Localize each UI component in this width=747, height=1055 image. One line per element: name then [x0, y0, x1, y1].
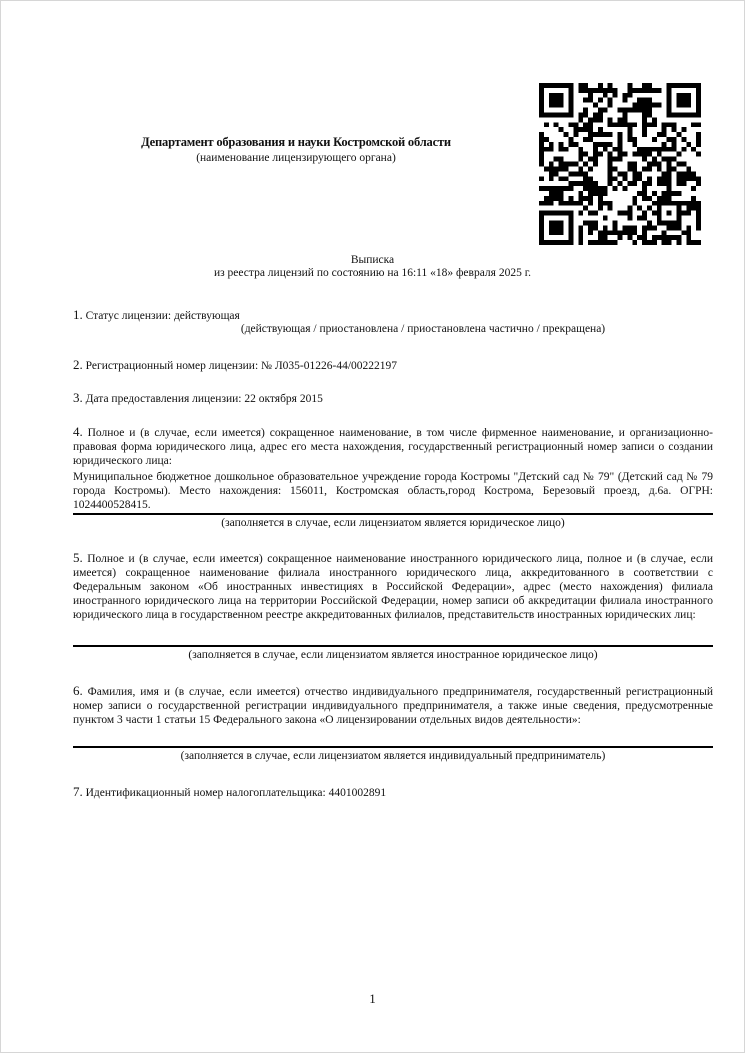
section-5 — [73, 551, 713, 622]
divider — [73, 746, 713, 748]
divider — [73, 645, 713, 647]
section-text: Статус лицензии: действующая — [85, 310, 240, 322]
section-text: Фамилия, имя и (в случае, если имеется) отчество индивидуального предпринимателя, государственный регистрационный номер записи о государственной регистрации индивидуального предпринимателя, а также иные сведения, предусмотренные пунктом 3 части 1 статьи 15 Федерального закона «О лицензировании отдельных видов деятельности»: — [73, 686, 714, 726]
section-number: 4. — [73, 424, 83, 439]
section-6-caption: (заполняется в случае, если лицензиатом является индивидуальный предприниматель) — [180, 750, 606, 762]
section-number: 3. — [73, 390, 83, 405]
section-7 — [73, 785, 713, 800]
divider — [73, 513, 713, 515]
section-text: Дата предоставления лицензии: 22 октября 2015 — [85, 393, 323, 405]
licensing-authority-caption: (наименование лицензирующего органа) — [196, 152, 396, 164]
document-title: Выписка — [350, 254, 395, 266]
section-3 — [73, 391, 713, 406]
section-1 — [73, 308, 713, 323]
section-4-caption: (заполняется в случае, если лицензиатом является юридическое лицо) — [221, 517, 565, 529]
section-2 — [73, 358, 713, 373]
section-text: Полное и (в случае, если имеется) сокращенное наименование иностранного юридического лица, полное и (в случае, если имеется) сокращенное наименование филиала иностранного юридического лица, аккредитованного в соответствии с Федеральным законом «Об иностранных инвестициях в Российской Федерации», адрес (место нахождения) филиала иностранного юридического лица на территории Российской Федерации, номер записи об аккредитации филиала иностранного юридического лица в государственном реестре аккредитованных филиалов, представительств иностранных юридических лиц: — [73, 553, 713, 621]
page-number: 1 — [369, 991, 376, 1006]
section-5-caption: (заполняется в случае, если лицензиатом является иностранное юридическое лицо) — [188, 649, 598, 661]
section-number: 5. — [73, 550, 83, 565]
section-text: Полное и (в случае, если имеется) сокращенное наименование, в том числе фирменное наименование, и организационно-правовая форма юридического лица, адрес его места нахождения, государственный регистрационный номер записи о создании юридического лица: — [73, 427, 713, 467]
section-text: Регистрационный номер лицензии: № Л035-01226-44/00222197 — [85, 360, 398, 372]
section-4-value: Муниципальное бюджетное дошкольное образовательное учреждение города Костромы "Детский сад № 79" (Детский сад № 79 города Костромы). Место нахождения: 156011, Костромская область,город Кострома, Березовый проезд, д.6а. ОГРН: 1024400528415. — [73, 471, 713, 511]
section-number: 1. — [73, 307, 83, 322]
section-text: Идентификационный номер налогоплательщика: 4401002891 — [85, 787, 387, 799]
section-1-caption: (действующая / приостановлена / приостановлена частично / прекращена) — [240, 323, 606, 335]
section-number: 7. — [73, 784, 83, 799]
section-number: 2. — [73, 357, 83, 372]
document-subtitle: из реестра лицензий по состоянию на 16:11 «18» февраля 2025 г. — [213, 267, 531, 279]
qr-code-icon — [539, 83, 701, 245]
section-number: 6. — [73, 683, 83, 698]
section-6 — [73, 684, 713, 727]
section-4 — [73, 425, 713, 468]
licensing-authority-name: Департамент образования и науки Костромской области — [141, 135, 451, 149]
